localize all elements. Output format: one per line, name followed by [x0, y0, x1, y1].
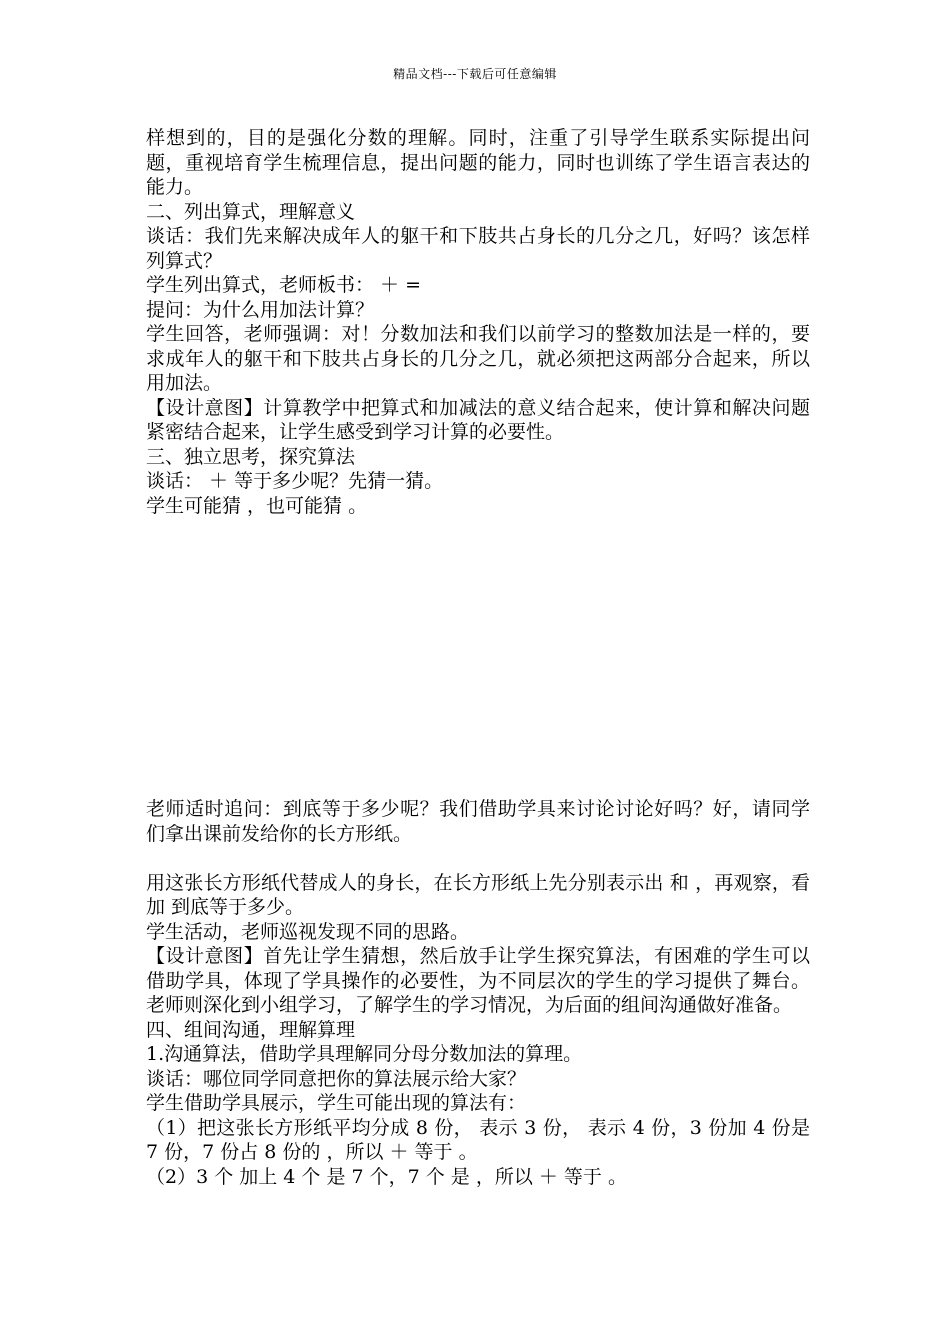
paragraph-method-1: （1）把这张长方形纸平均分成 8 份， 表示 3 份， 表示 4 份，3 份加 4 份是 7 份，7 份占 8 份的 ，所以 ＋ 等于 。 [146, 1116, 810, 1163]
paragraph-student-guess: 学生可能猜 ，也可能猜 。 [146, 494, 368, 517]
paragraph-spacer [146, 846, 810, 871]
paragraph-talk-2: 谈话： ＋ 等于多少呢？先猜一猜。 [146, 470, 444, 492]
paragraph-student-answer: 学生回答，老师强调：对！分数加法和我们以前学习的整数加法是一样的，要求成年人的躯干和下肢共占身长的几分之几，就必须把这两部分合起来，所以用加法。 [146, 323, 810, 394]
document-body-bottom [146, 797, 810, 1189]
section-heading-4: 四、组间沟通，理解算理 [146, 1018, 356, 1041]
paragraph-paper-strip: 用这张长方形纸代替成人的身长，在长方形纸上先分别表示出 和 ，再观察，看 加 到底等于多少。 [146, 871, 810, 918]
document-body-top [146, 126, 810, 518]
page-header: 精品文档---下载后可任意编辑 [393, 67, 557, 81]
paragraph-design-intent-summary: 样想到的，目的是强化分数的理解。同时，注重了引导学生联系实际提出问题，重视培育学生梳理信息，提出问题的能力，同时也训练了学生语言表达的能力。 [146, 127, 810, 198]
paragraph-subheading-1: 1.沟通算法，借助学具理解同分母分数加法的算理。 [146, 1043, 583, 1065]
section-heading-3: 三、独立思考，探究算法 [146, 445, 356, 468]
paragraph-method-2: （2）3 个 加上 4 个 是 7 个，7 个 是 ，所以 ＋ 等于 。 [146, 1165, 627, 1188]
paragraph-talk-1: 谈话：我们先来解决成年人的躯干和下肢共占身长的几分之几，好吗？该怎样列算式？ [146, 225, 810, 272]
paragraph-question: 提问：为什么用加法计算？ [146, 298, 375, 321]
section-heading-2: 二、列出算式，理解意义 [146, 200, 356, 223]
paragraph-design-intent-2: 【设计意图】首先让学生猜想，然后放手让学生探究算法，有困难的学生可以借助学具，体现了学具操作的必要性，为不同层次的学生的学习提供了舞台。老师则深化到小组学习，了解学生的学习情况，为后面的组间沟通做好准备。 [146, 945, 810, 1016]
paragraph-teacher-followup: 老师适时追问：到底等于多少呢？我们借助学具来讨论讨论好吗？好，请同学们拿出课前发给你的长方形纸。 [146, 798, 810, 845]
paragraph-student-activity: 学生活动，老师巡视发现不同的思路。 [146, 920, 470, 943]
paragraph-design-intent-1: 【设计意图】计算教学中把算式和加减法的意义结合起来，使计算和解决问题紧密结合起来，让学生感受到学习计算的必要性。 [146, 396, 810, 443]
paragraph-student-formula: 学生列出算式，老师板书： ＋ = [146, 274, 421, 296]
paragraph-talk-3: 谈话：哪位同学同意把你的算法展示给大家？ [146, 1067, 527, 1090]
paragraph-student-demo: 学生借助学具展示，学生可能出现的算法有： [146, 1092, 527, 1114]
